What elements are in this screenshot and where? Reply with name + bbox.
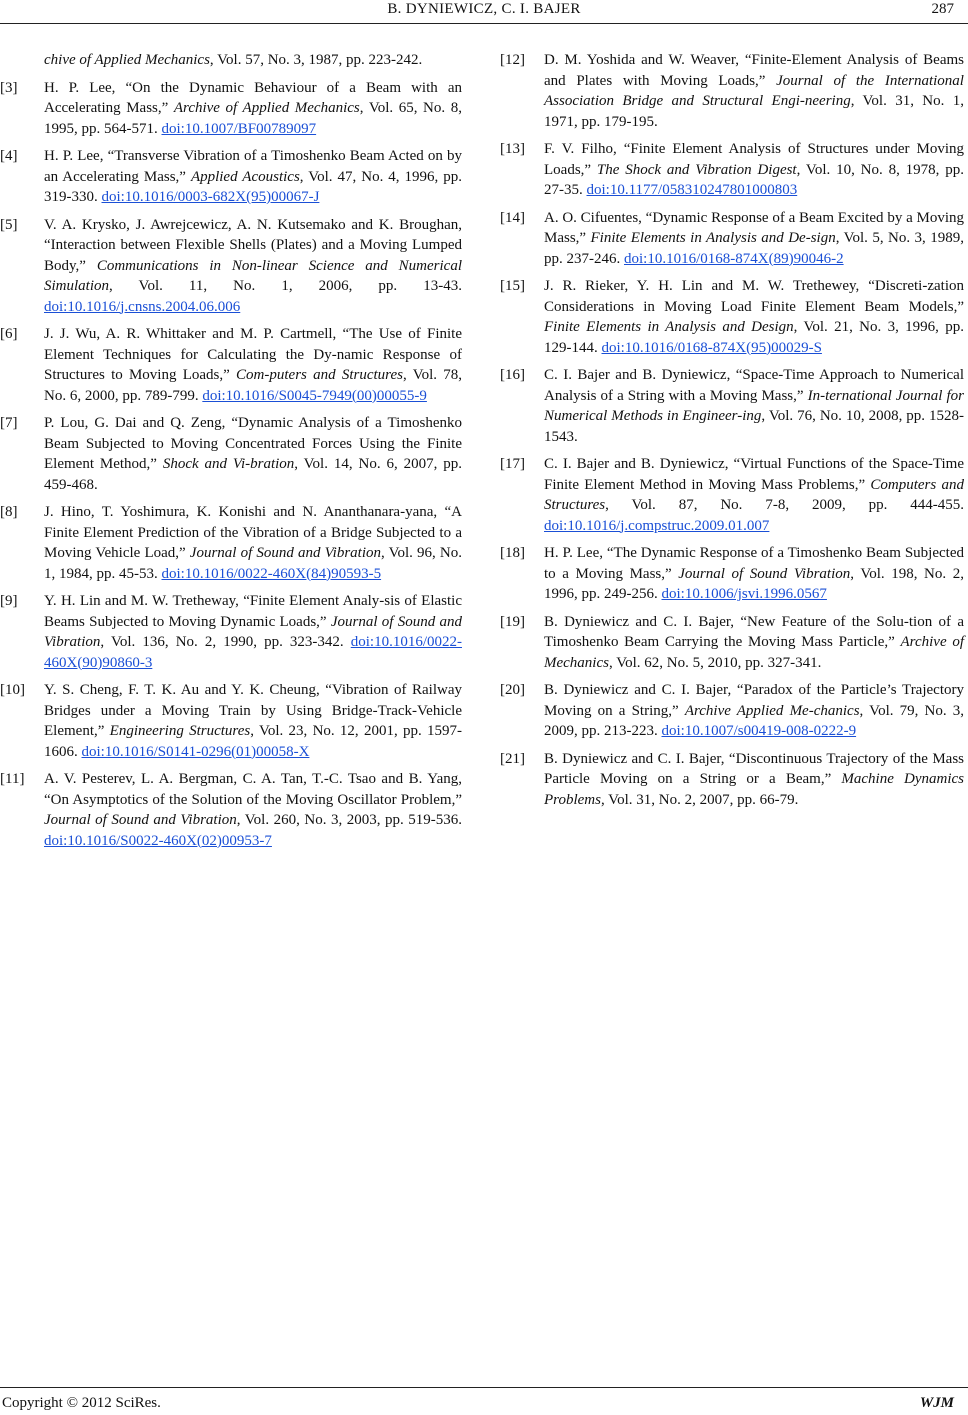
reference-source: Journal of Sound Vibration [678,565,851,582]
reference-number: [8] [0,504,18,520]
doi-link[interactable]: doi:10.1016/j.compstruc.2009.01.007 [544,517,770,534]
reference-source: Finite Elements in Analysis and De-sign [590,230,836,246]
right-column [500,50,964,817]
reference-number: [15] [500,278,525,294]
reference-number: [20] [500,682,525,698]
doi-link[interactable]: doi:10.1016/S0045-7949(00)00055-9 [202,387,427,404]
reference-number: [12] [500,52,525,68]
reference-source: Journal of Sound and Vibration [44,613,462,650]
reference-entry [0,502,462,584]
reference-source: Journal of Sound and Vibration [44,812,237,828]
reference-entry [0,769,462,851]
reference-details: , Vol. 14, No. 6, 2007, pp. 459-468. [44,456,462,493]
reference-text: H. P. Lee, “Transverse Vibration of a Timoshenko Beam Acted on by an Accelerating Mass,” [44,148,462,185]
reference-text: C. I. Bajer and B. Dyniewicz, “Virtual Functions of the Space-Time Finite Element Method in Moving Mass Problems,” [544,456,964,493]
reference-text: D. M. Yoshida and W. Weaver, “Finite-Element Analysis of Beams and Plates with Moving Loads,” [544,52,964,89]
reference-details: , Vol. 260, No. 3, 2003, pp. 519-536. [236,812,462,828]
reference-source: Finite Elements in Analysis and Design [544,319,794,335]
reference-details: , Vol. 31, No. 2, 2007, pp. 66-79. [600,791,799,808]
reference-source: The Shock and Vibration Digest [596,161,797,178]
reference-number: [21] [500,750,525,767]
reference-number: [19] [500,613,525,630]
reference-details: , Vol. 78, No. 6, 2000, pp. 789-799. [44,367,462,404]
doi-link[interactable]: doi:10.1016/0168-874X(95)00029-S [601,339,822,356]
reference-details: , Vol. 87, No. 7-8, 2009, pp. 444-455. [605,497,964,513]
reference-details: , Vol. 65, No. 8, 1995, pp. 564-571. [44,100,462,137]
reference-text: A. O. Cifuentes, “Dynamic Response of a Beam Excited by a Moving Mass,” [544,209,964,246]
reference-text: B. Dyniewicz and C. I. Bajer, “Paradox of the Particle’s Trajectory Moving on a String,” [544,682,964,719]
reference-entry [500,543,964,605]
reference-number: [16] [500,367,525,383]
reference-entry [500,365,964,447]
reference-details: , Vol. 21, No. 3, 1996, pp. 129-144. [544,319,964,356]
reference-text: V. A. Krysko, J. Awrejcewicz, A. N. Kutsemako and K. Broughan, “Interaction between Flexible Shells (Plates) and a Moving Lumped Body,” [44,216,462,274]
reference-source: Journal of Sound and Vibration [189,545,381,561]
doi-link[interactable]: doi:10.1016/S0022-460X(02)00953-7 [44,832,272,849]
reference-number: [6] [0,326,18,342]
reference-source: Computers and Structures [544,476,964,513]
reference-number: [14] [500,209,525,226]
reference-text: H. P. Lee, “The Dynamic Response of a Timoshenko Beam Subjected to a Moving Mass,” [544,545,964,582]
reference-entry [500,612,964,674]
reference-number: [17] [500,456,525,472]
reference-entry [500,276,964,358]
page-footer [0,1387,968,1413]
reference-text: Y. S. Cheng, F. T. K. Au and Y. K. Cheung, “Vibration of Railway Bridges under a Moving Train by Using Bridge-Track-Vehicle Element,” [44,682,462,739]
reference-details: , Vol. 79, No. 3, 2009, pp. 213-223. [544,702,964,739]
reference-entry [500,139,964,201]
reference-text: J. J. Wu, A. R. Whittaker and M. P. Cartmell, “The Use of Finite Element Techniques for Calculating the Dy-namic Response of Structures to Moving Loads,” [44,326,462,383]
reference-number: [7] [0,415,18,431]
reference-entry [500,454,964,536]
reference-text: B. Dyniewicz and C. I. Bajer, “Discontinuous Trajectory of the Mass Particle Moving on a String or a Beam,” [544,750,964,787]
reference-entry [0,78,462,140]
left-column [0,50,462,858]
reference-number: [3] [0,79,18,96]
doi-link[interactable]: doi:10.1016/0003-682X(95)00067-J [101,189,320,205]
reference-entry [0,591,462,673]
reference-details: , Vol. 5, No. 3, 1989, pp. 237-246. [544,230,964,267]
reference-source: Archive Applied Me-chanics [684,702,860,719]
reference-details: , Vol. 96, No. 1, 1984, pp. 45-53. [44,545,462,582]
reference-source: In-ternational Journal for Numerical Methods in Engineer-ing [544,387,965,424]
reference-text: C. I. Bajer and B. Dyniewicz, “Space-Time Approach to Numerical Analysis of a String with a Moving Mass,” [544,367,964,404]
reference-source: Shock and Vi-bration [162,456,295,472]
running-title: B. DYNIEWICZ, C. I. BAJER [387,1,581,17]
reference-source: Engineering Structures [109,723,251,739]
reference-source: chive of Applied Mechanics [44,52,210,68]
doi-link[interactable]: doi:10.1016/0022-460X(90)90860-3 [44,634,462,671]
reference-details: , Vol. 57, No. 3, 1987, pp. 223-242. [209,52,423,68]
reference-number: [18] [500,545,525,561]
reference-number: [13] [500,141,525,157]
reference-details: , Vol. 10, No. 8, 1978, pp. 27-35. [544,161,964,198]
reference-text: Y. H. Lin and M. W. Tretheway, “Finite Element Analy-sis of Elastic Beams Subjected to Moving Dynamic Loads,” [44,593,462,630]
doi-link[interactable]: doi:10.1016/S0141-0296(01)00058-X [81,743,310,760]
reference-text: A. V. Pesterev, L. A. Bergman, C. A. Tan, T.-C. Tsao and B. Yang, “On Asymptotics of the Solution of the Moving Oscillator Problem,” [44,771,462,808]
reference-source: Journal of the International Association Bridge and Structural Engi-neering [544,72,964,109]
reference-entry [0,146,462,208]
reference-text: J. Hino, T. Yoshimura, K. Konishi and N. Ananthanara-yana, “A Finite Element Prediction of the Vibration of a Bridge Subjected to a Moving Vehicle Load,” [44,504,462,561]
reference-entry [0,50,462,71]
reference-source: Machine Dynamics Problems [544,771,965,808]
reference-details: , Vol. 23, No. 12, 2001, pp. 1597-1606. [44,723,462,760]
reference-entry [0,680,462,762]
reference-text: H. P. Lee, “On the Dynamic Behaviour of a Beam with an Accelerating Mass,” [44,79,462,116]
doi-link[interactable]: doi:10.1016/0022-460X(84)90593-5 [161,565,382,582]
reference-text: P. Lou, G. Dai and Q. Zeng, “Dynamic Analysis of a Timoshenko Beam Subjected to Moving Concentrated Forces Using the Finite Element Method,” [44,415,462,472]
reference-number: [4] [0,148,18,164]
footer-rule [0,1387,968,1388]
reference-source: Archive of Applied Mechanics [173,100,360,116]
reference-source: Communications in Non-linear Science and Numerical Simulation [44,257,462,294]
reference-entry [500,50,964,132]
doi-link[interactable]: doi:10.1016/0168-874X(89)90046-2 [624,250,844,267]
reference-entry [0,215,462,318]
reference-number: [9] [0,593,18,609]
reference-source: Applied Acoustics [190,168,300,185]
doi-link[interactable]: doi:10.1007/s00419-008-0222-9 [661,723,857,739]
doi-link[interactable]: doi:10.1006/jsvi.1996.0567 [661,586,827,602]
reference-details: , Vol. 136, No. 2, 1990, pp. 323-342. [100,634,351,650]
reference-details: , Vol. 11, No. 1, 2006, pp. 13-43. [109,278,462,294]
reference-details: , Vol. 31, No. 1, 1971, pp. 179-195. [544,93,964,130]
doi-link[interactable]: doi:10.1007/BF00789097 [161,120,317,137]
reference-source: Com-puters and Structures [236,367,403,383]
reference-entry [500,208,964,270]
page-number: 287 [931,1,954,17]
page-header [0,0,968,24]
reference-details: , Vol. 76, No. 10, 2008, pp. 1528-1543. [544,408,965,445]
doi-link[interactable]: doi:10.1177/058310247801000803 [586,182,798,198]
reference-entry [500,749,964,811]
reference-details: , Vol. 47, No. 4, 1996, pp. 319-330. [44,168,462,205]
reference-number: [5] [0,216,18,233]
reference-entry [0,324,462,406]
header-rule [0,23,968,24]
reference-text: B. Dyniewicz and C. I. Bajer, “New Feature of the Solu-tion of a Timoshenko Beam Carrying the Moving Mass Particle,” [544,613,964,650]
copyright-notice: Copyright © 2012 SciRes. [2,1395,161,1411]
reference-source: Archive of Mechanics [544,634,964,671]
reference-number: [10] [0,682,25,698]
reference-number: [11] [0,771,25,787]
reference-entry [0,413,462,495]
reference-text: F. V. Filho, “Finite Element Analysis of Structures under Moving Loads,” [544,141,964,178]
reference-details: , Vol. 198, No. 2, 1996, pp. 249-256. [544,565,964,602]
doi-link[interactable]: doi:10.1016/j.cnsns.2004.06.006 [44,298,241,315]
reference-text: J. R. Rieker, Y. H. Lin and M. W. Trethewey, “Discreti-zation Considerations in Moving Load Finite Element Beam Models,” [544,278,964,315]
reference-entry [500,680,964,742]
journal-abbrev: WJM [919,1395,954,1411]
reference-details: , Vol. 62, No. 5, 2010, pp. 327-341. [608,654,822,671]
